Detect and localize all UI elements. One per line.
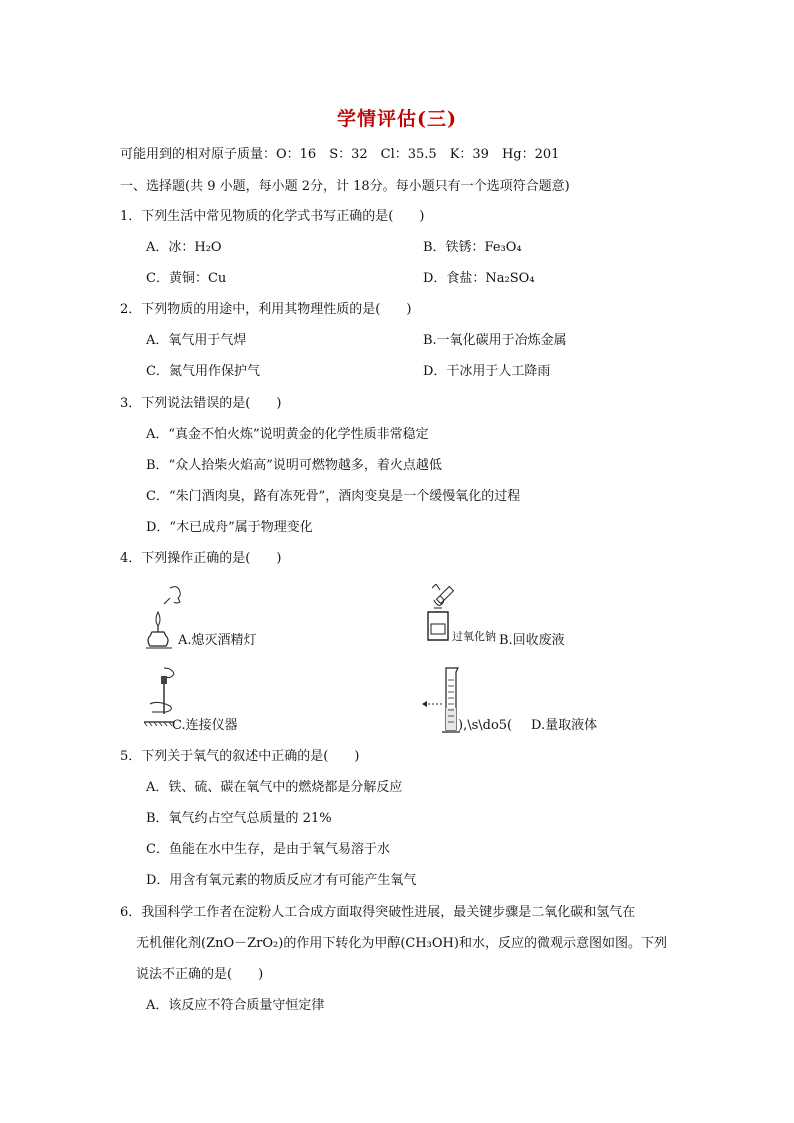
question-5-option-a: A．铁、硫、碳在氧气中的燃烧都是分解反应 xyxy=(146,780,403,795)
question-5-option-b: B．氧气约占空气总质量的 21% xyxy=(146,811,332,826)
question-3-option-b: B．“众人拾柴火焰高”说明可燃物越多，着火点越低 xyxy=(146,458,442,473)
question-1-option-c: C．黄铜：Cu xyxy=(146,271,227,286)
question-1-option-d: D．食盐：Na₂SO₄ xyxy=(423,271,535,286)
question-1-option-b: B．铁锈：Fe₃O₄ xyxy=(423,240,522,255)
question-3-option-c: C．“朱门酒肉臭，路有冻死骨”，酒肉变臭是一个缓慢氧化的过程 xyxy=(146,489,521,504)
question-4-option-a: A.熄灭酒精灯 xyxy=(178,633,257,648)
question-2-option-d: D．干冰用于人工降雨 xyxy=(423,364,551,379)
question-4-option-b: B.回收废液 xyxy=(499,633,565,648)
question-2-option-a: A．氧气用于气焊 xyxy=(146,333,247,348)
question-3-option-a: A．“真金不怕火炼”说明黄金的化学性质非常稳定 xyxy=(146,427,429,442)
question-3-option-d: D．“木已成舟”属于物理变化 xyxy=(146,520,313,535)
question-1-stem: 1．下列生活中常见物质的化学式书写正确的是( ) xyxy=(120,209,425,224)
question-1-option-a: A．冰：H₂O xyxy=(146,240,222,255)
atomic-masses: 可能用到的相对原子质量：O：16 S：32 Cl：35.5 K：39 Hg：201 xyxy=(120,147,560,162)
question-4-stem: 4．下列操作正确的是( ) xyxy=(120,551,282,566)
question-4-option-d: D.量取液体 xyxy=(531,718,598,733)
question-4-option-b-note: 过氧化钠 xyxy=(452,630,496,643)
question-5-option-d: D．用含有氧元素的物质反应才有可能产生氧气 xyxy=(146,873,417,888)
question-4-option-d-prefix: ),\s\do5( xyxy=(458,718,513,733)
question-2-stem: 2．下列物质的用途中，利用其物理性质的是( ) xyxy=(120,302,412,317)
question-6-stem-line-2: 无机催化剂(ZnO－ZrO₂)的作用下转化为甲醇(CH₃OH)和水，反应的微观示意图如图。下列 xyxy=(136,936,667,951)
question-4-option-c: C.连接仪器 xyxy=(172,718,238,733)
section-heading: 一、选择题(共 9 小题，每小题 2分，计 18分。每小题只有一个选项符合题意) xyxy=(120,179,570,194)
question-6-stem-line-3: 说法不正确的是( ) xyxy=(136,967,264,982)
question-3-stem: 3．下列说法错误的是( ) xyxy=(120,396,282,411)
page-title: 学情评估(三) xyxy=(337,108,457,130)
question-2-option-c: C．氮气用作保护气 xyxy=(146,364,260,379)
question-6-stem-line-1: 6．我国科学工作者在淀粉人工合成方面取得突破性进展，最关键步骤是二氧化碳和氢气在 xyxy=(120,905,636,920)
question-6-option-a: A．该反应不符合质量守恒定律 xyxy=(146,998,325,1013)
question-5-option-c: C．鱼能在水中生存，是由于氧气易溶于水 xyxy=(146,842,390,857)
question-2-option-b: B.一氧化碳用于冶炼金属 xyxy=(423,333,567,348)
question-5-stem: 5．下列关于氧气的叙述中正确的是( ) xyxy=(120,749,360,764)
